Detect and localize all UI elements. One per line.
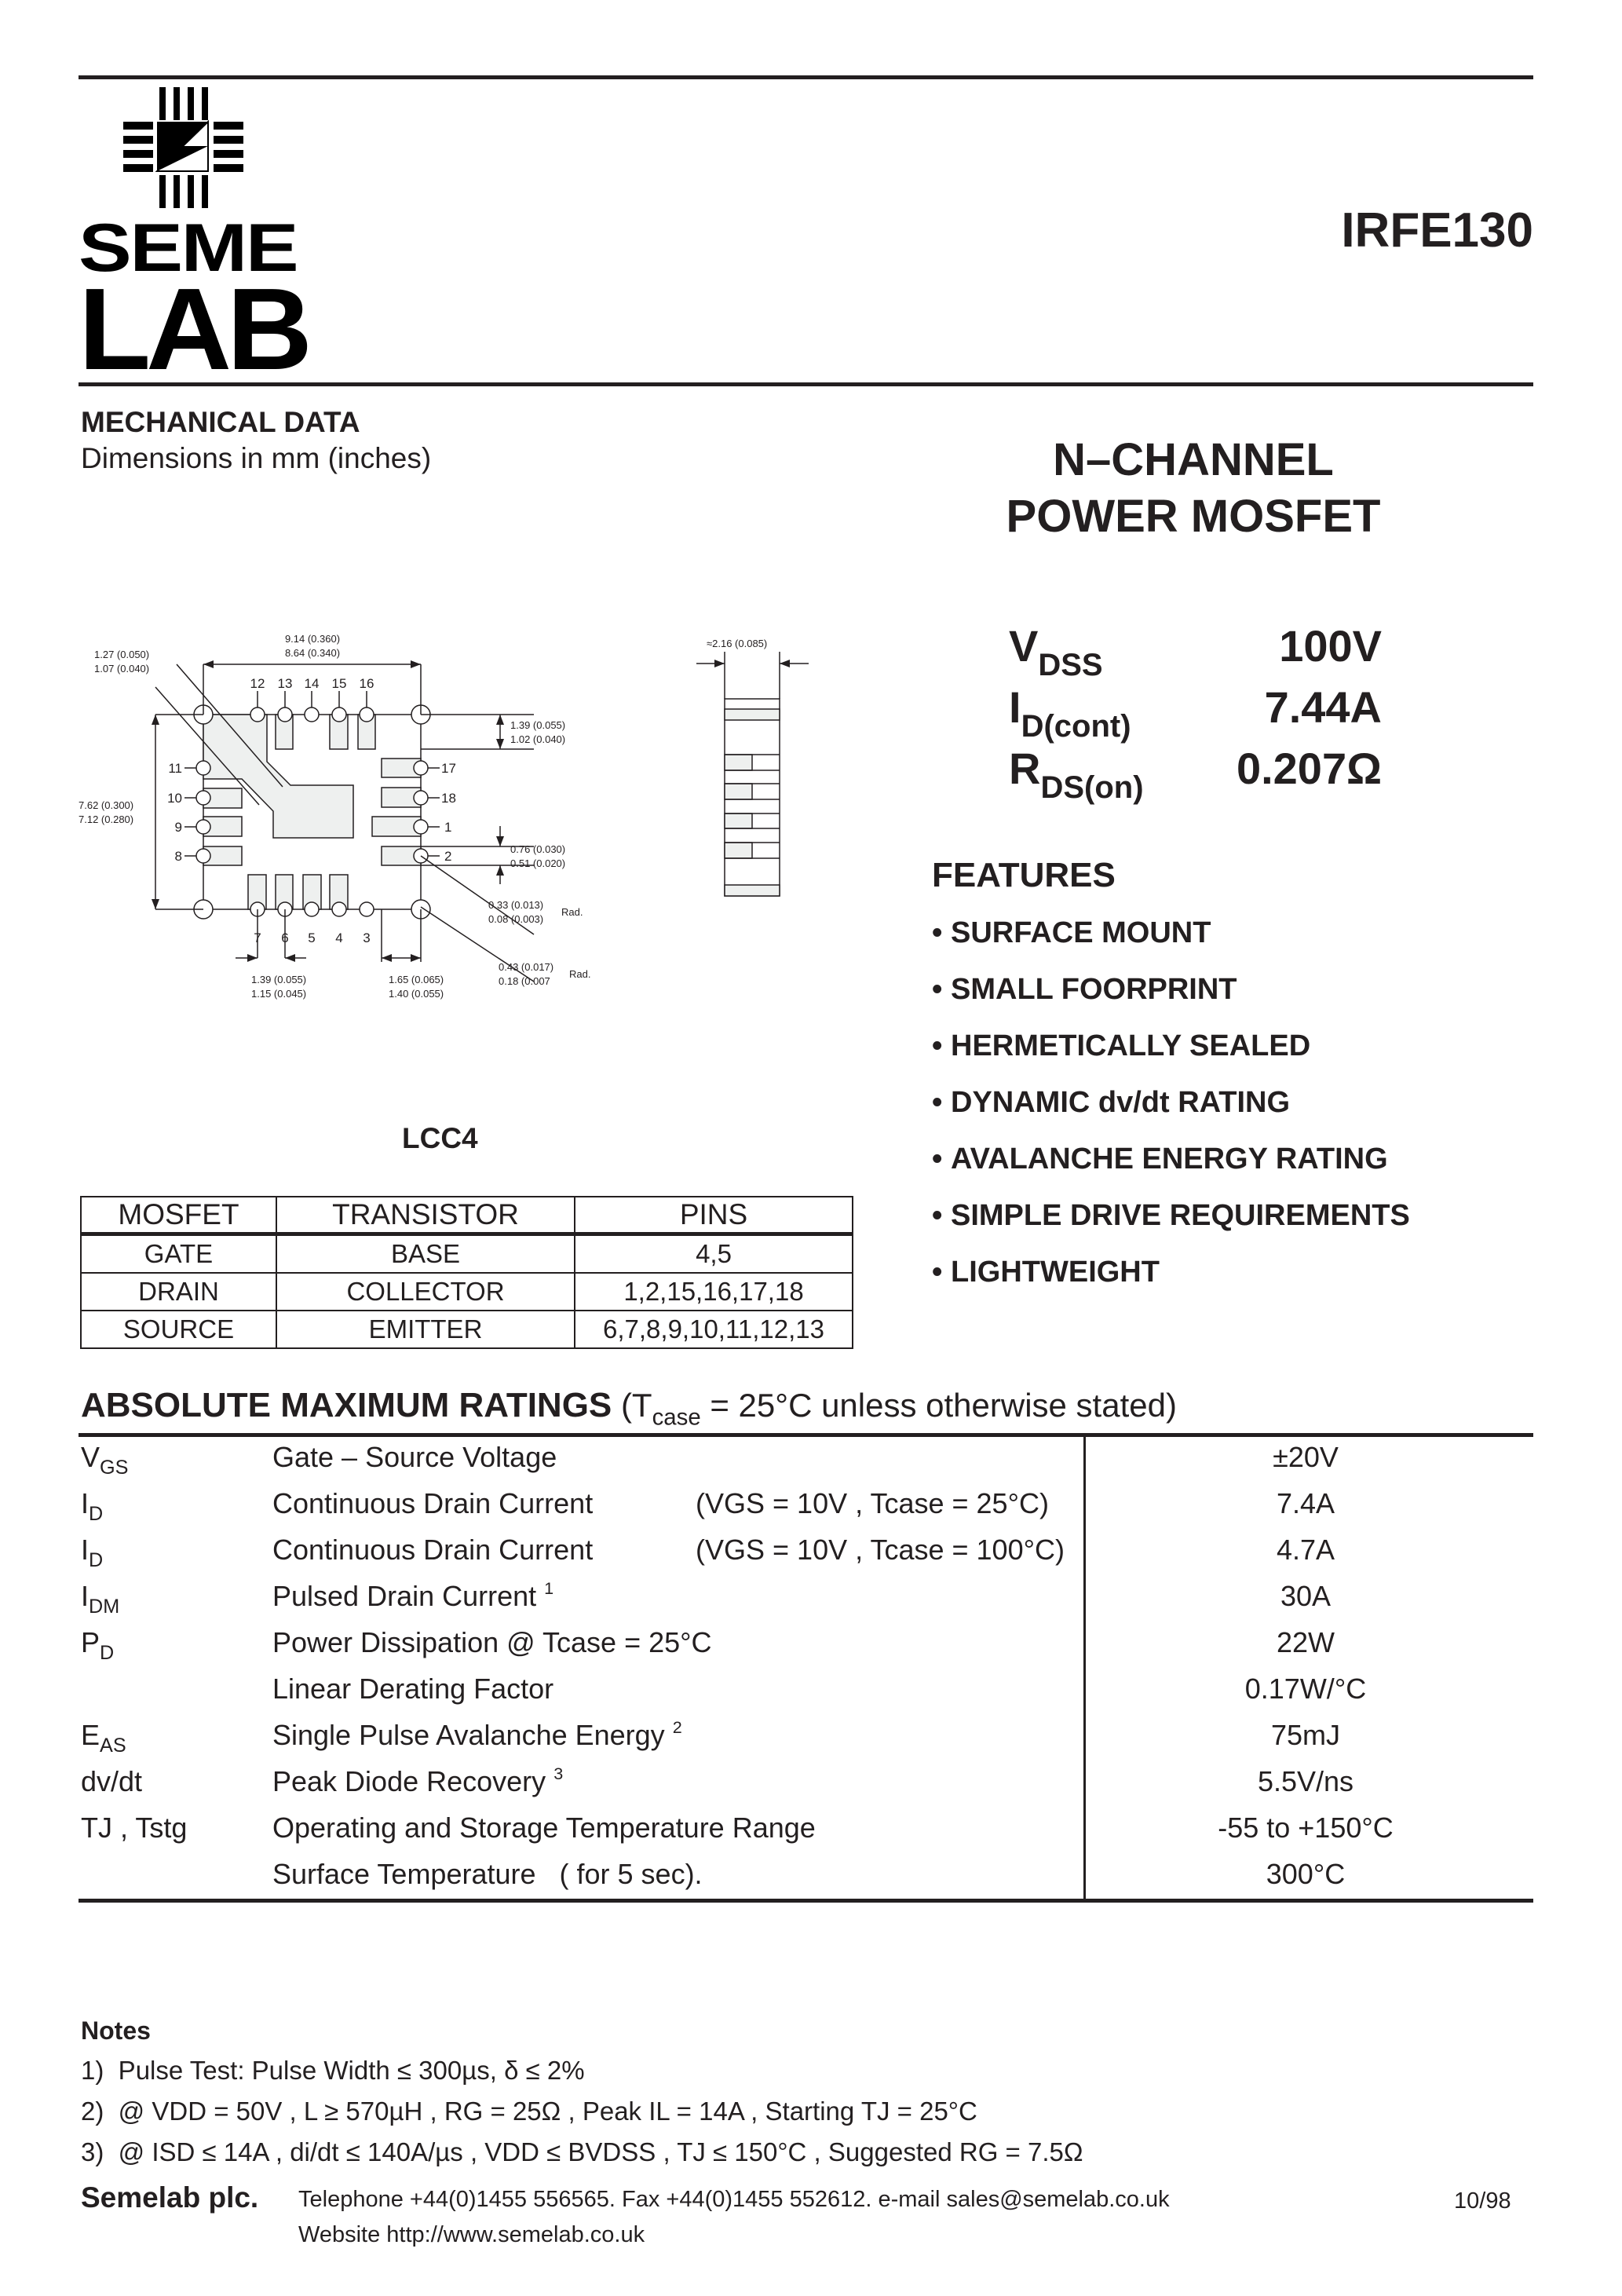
footer-company: Semelab plc. [81, 2181, 259, 2214]
rating-value: 5.5V/ns [1257, 1765, 1354, 1797]
bullet-icon: • [932, 1143, 943, 1175]
ratings-title-text: ABSOLUTE MAXIMUM RATINGS [81, 1386, 612, 1424]
rating-row-dvdt [81, 1765, 1533, 1811]
note-item: 3) @ ISD ≤ 14A , di/dt ≤ 140A/µs , VDD ≤ BVDSS , TJ ≤ 150°C , Suggested RG = 7.5Ω [81, 2137, 1083, 2166]
features-list [932, 916, 1410, 1312]
table-cell: SOURCE [81, 1311, 276, 1348]
rating-symbol: I [81, 1487, 90, 1519]
rating-description: Power Dissipation @ Tcase = 25°C [272, 1626, 712, 1658]
pin-table [80, 1196, 853, 1349]
bullet-icon: • [932, 1086, 943, 1119]
rating-description: Peak Diode Recovery [272, 1765, 546, 1797]
pin-label: 1 [444, 820, 452, 835]
bullet-icon: • [932, 1029, 943, 1062]
rating-row-tj [81, 1812, 1533, 1857]
footer-date-code: 10/98 [1454, 2188, 1511, 2214]
pin-label: 15 [331, 676, 347, 691]
pin-label: 12 [250, 676, 265, 691]
dim-text: 1.27 (0.050) [94, 649, 150, 660]
dim-text: 1.15 (0.045) [251, 988, 307, 1000]
rating-value: 0.17W/°C [1244, 1673, 1367, 1705]
pin-label: 6 [281, 930, 289, 945]
table-row [81, 1234, 853, 1274]
table-row [81, 1273, 853, 1311]
logo-text-lab: LAB [79, 265, 308, 394]
rating-value: ±20V [1273, 1441, 1339, 1473]
table-cell: GATE [81, 1234, 276, 1274]
rating-description: Operating and Storage Temperature Range [272, 1812, 816, 1844]
dimensions-note: Dimensions in mm (inches) [81, 442, 432, 474]
table-cell: 6,7,8,9,10,11,12,13 [575, 1311, 853, 1348]
pin-table-col-transistor: TRANSISTOR [276, 1197, 575, 1234]
rating-row-surface-temp [81, 1858, 1533, 1903]
dim-text: 7.12 (0.280) [79, 813, 134, 825]
rating-value: 22W [1276, 1626, 1335, 1658]
pin-table-col-pins: PINS [575, 1197, 853, 1234]
rating-description: Continuous Drain Current [272, 1534, 594, 1566]
mechanical-data-title: MECHANICAL DATA [81, 406, 360, 438]
dim-text: 7.62 (0.300) [79, 799, 134, 811]
rating-description: Pulsed Drain Current [272, 1580, 537, 1612]
table-cell: EMITTER [276, 1311, 575, 1348]
note-ref: 1 [544, 1578, 554, 1598]
rating-symbol: dv/dt [81, 1765, 143, 1797]
pin-label: 10 [167, 791, 182, 806]
spec-value: 100V [1279, 621, 1382, 671]
feature-item: • HERMETICALLY SEALED [932, 1029, 1311, 1062]
rating-value: 30A [1280, 1580, 1332, 1612]
semelab-logo [79, 85, 345, 394]
feature-item: • LIGHTWEIGHT [932, 1256, 1160, 1289]
table-cell: BASE [276, 1234, 575, 1274]
dim-text: 1.39 (0.055) [251, 974, 307, 985]
product-type-line1: N–CHANNEL [1053, 434, 1334, 485]
dim-text: 9.14 (0.360) [284, 633, 341, 645]
logo-text-seme: SEME [79, 210, 298, 286]
note-item: 1) Pulse Test: Pulse Width ≤ 300µs, δ ≤ 2% [81, 2056, 585, 2085]
table-row [81, 1311, 853, 1348]
table-cell: 1,2,15,16,17,18 [575, 1273, 853, 1311]
pin-label: 13 [277, 676, 293, 691]
dim-text: 1.65 (0.065) [389, 974, 444, 985]
dim-text: 0.18 (0.007 [499, 975, 550, 987]
ratings-condition: ($T_{case} = 25^\circ C$ unless otherwise stated) [620, 1387, 1177, 1431]
spec-symbol: R [1009, 744, 1041, 793]
ratings-top-rule [79, 1433, 1533, 1437]
pin-label: 7 [254, 930, 261, 945]
note-ref: 3 [553, 1763, 564, 1783]
rating-condition: (VGS = 10V , Tcase = 25°C) [696, 1487, 1049, 1519]
ratings-title [81, 1386, 1177, 1431]
bullet-icon: • [932, 1199, 943, 1232]
pin-label: 4 [335, 930, 343, 945]
top-rule [79, 75, 1533, 79]
bullet-icon: • [932, 973, 943, 1006]
table-cell: DRAIN [81, 1273, 276, 1311]
dim-text: 0.76 (0.030) [510, 843, 566, 855]
rating-row-eas: $E_{AS}$ Single Pulse Avalanche Energy $^2$ 75mJ [81, 1719, 1533, 1764]
rating-row-vgs: $V_{GS}$ Gate – Source Voltage ±20V [81, 1441, 1533, 1486]
rating-value: 4.7A [1276, 1534, 1335, 1566]
product-type-line2: POWER MOSFET [1006, 491, 1381, 542]
spec-subscript: DS(on) [1040, 770, 1144, 805]
note-ref: 2 [672, 1717, 682, 1737]
spec-symbol: I [1009, 682, 1021, 732]
rating-symbol: I [81, 1534, 90, 1566]
pin-label: 18 [441, 791, 456, 806]
part-number: IRFE130 [1341, 203, 1533, 258]
dim-text: 8.64 (0.340) [284, 647, 341, 659]
package-drawing [79, 612, 832, 1005]
rating-value: 75mJ [1270, 1719, 1341, 1751]
rating-symbol: P [81, 1626, 100, 1658]
spec-rds [1009, 743, 1382, 804]
dim-text: 0.08 (0.003) [488, 913, 544, 925]
table-cell: COLLECTOR [276, 1273, 575, 1311]
spec-value: 0.207Ω [1236, 744, 1382, 793]
rating-row-idm: $I_{DM}$ Pulsed Drain Current $^1$ 30A [81, 1580, 1533, 1625]
bullet-icon: • [932, 916, 943, 949]
spec-symbol: V [1009, 621, 1039, 671]
rating-value: -55 to +150°C [1218, 1812, 1394, 1844]
package-label: LCC4 [402, 1122, 478, 1154]
rating-value: 7.4A [1276, 1487, 1335, 1519]
dim-text: Rad. [569, 968, 591, 980]
rating-symbol: E [81, 1719, 100, 1751]
rating-description: Linear Derating Factor [272, 1673, 554, 1705]
pin-label: 8 [174, 849, 182, 864]
note-item: 2) @ VDD = 50V , L ≥ 570µH , RG = 25Ω , Peak IL = 14A , Starting TJ = 25°C [81, 2097, 977, 2126]
rating-description: Single Pulse Avalanche Energy [272, 1719, 665, 1751]
pin-label: 16 [359, 676, 374, 691]
dim-text: 1.40 (0.055) [389, 988, 444, 1000]
dim-text: 0.51 (0.020) [510, 857, 566, 869]
dim-text: 1.39 (0.055) [510, 719, 566, 731]
rating-description: Continuous Drain Current [272, 1487, 594, 1519]
rating-row-derating [81, 1673, 1533, 1718]
notes-title: Notes [81, 2016, 151, 2045]
rating-condition: (VGS = 10V , Tcase = 100°C) [696, 1534, 1065, 1566]
pin-label: 17 [441, 761, 456, 776]
product-type [974, 432, 1413, 545]
bullet-icon: • [932, 1256, 943, 1289]
feature-item: • SIMPLE DRIVE REQUIREMENTS [932, 1199, 1410, 1232]
rating-description: Gate – Source Voltage [272, 1441, 557, 1473]
semelab-logo-icon [79, 85, 345, 226]
dim-text: 1.07 (0.040) [94, 663, 150, 675]
spec-subscript: DSS [1038, 648, 1103, 682]
footer-website: Website http://www.semelab.co.uk [298, 2222, 645, 2247]
pin-label: 9 [174, 820, 182, 835]
spec-vdss [1009, 620, 1382, 682]
feature-item: • DYNAMIC dv/dt RATING [932, 1086, 1291, 1119]
dim-text: Rad. [561, 906, 583, 918]
rating-symbol: V [81, 1441, 100, 1473]
rating-row-id-100: $I_D$ Continuous Drain Current (VGS = 10V , Tcase = 100°C) 4.7A [81, 1534, 1533, 1579]
dim-text: 0.33 (0.013) [488, 899, 544, 911]
rating-description: Surface Temperature ( for 5 sec). [272, 1858, 703, 1890]
rating-symbol: I [81, 1580, 90, 1612]
table-cell: 4,5 [575, 1234, 853, 1274]
rating-symbol: TJ , Tstg [81, 1812, 188, 1844]
rating-row-pd: $P_D$ Power Dissipation @ Tcase = 25°C 22W [81, 1626, 1533, 1672]
feature-item: • SMALL FOORPRINT [932, 973, 1237, 1006]
pin-label: 11 [168, 761, 182, 776]
pin-label: 3 [363, 930, 371, 945]
rating-row-id-25: $I_D$ Continuous Drain Current (VGS = 10V , Tcase = 25°C) 7.4A [81, 1487, 1533, 1533]
dim-text: ≈2.16 (0.085) [707, 638, 768, 649]
feature-item: • SURFACE MOUNT [932, 916, 1211, 949]
pin-table-col-mosfet: MOSFET [81, 1197, 276, 1234]
spec-id [1009, 682, 1382, 743]
dim-text: 1.02 (0.040) [510, 733, 566, 745]
pin-label: 2 [444, 849, 452, 864]
feature-item: • AVALANCHE ENERGY RATING [932, 1143, 1388, 1175]
dim-text: 0.43 (0.017) [499, 961, 554, 973]
rating-value: 300°C [1266, 1858, 1346, 1890]
pin-table-header [81, 1197, 853, 1234]
pin-label: 5 [308, 930, 316, 945]
pin-label: 14 [304, 676, 320, 691]
spec-subscript: D(cont) [1021, 709, 1131, 744]
spec-value: 7.44A [1264, 682, 1382, 732]
features-title: FEATURES [932, 856, 1116, 894]
footer-contact: Telephone +44(0)1455 556565. Fax +44(0)1455 552612. e-mail sales@semelab.co.uk [298, 2187, 1170, 2212]
key-specs [1009, 620, 1382, 804]
